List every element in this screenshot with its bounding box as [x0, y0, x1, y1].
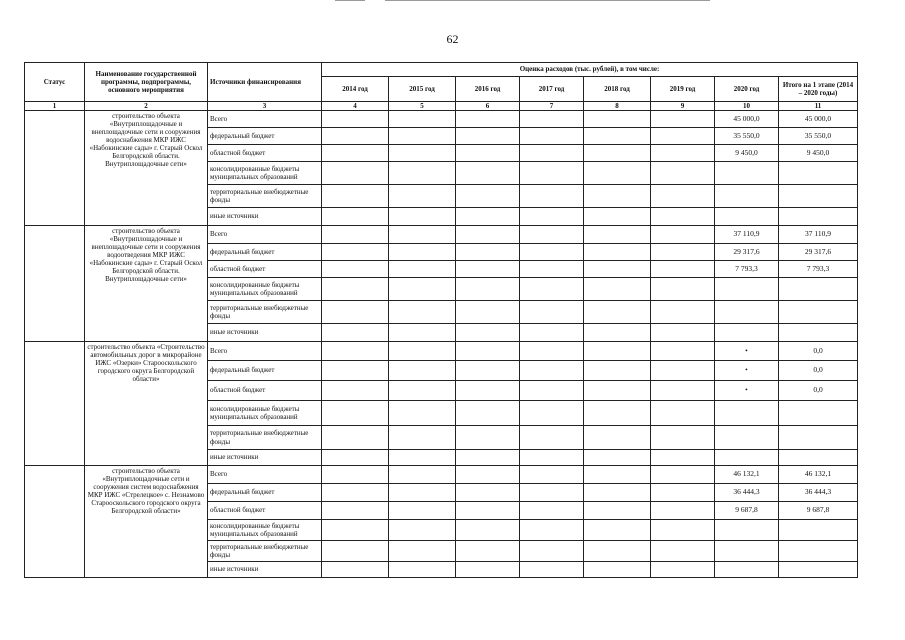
- year-value-cell: [456, 426, 520, 450]
- value-2020: 29 317,6: [715, 244, 779, 261]
- value-total: [779, 562, 858, 578]
- year-value-cell: [456, 450, 520, 466]
- year-value-cell: [322, 261, 389, 278]
- funding-source: иные источники: [208, 562, 322, 578]
- value-total: 7 793,3: [779, 261, 858, 278]
- year-value-cell: [520, 466, 584, 484]
- year-value-cell: [389, 401, 456, 426]
- year-value-cell: [322, 401, 389, 426]
- year-value-cell: [584, 111, 651, 128]
- header-source: Источники финансирования: [208, 63, 322, 102]
- year-value-cell: [322, 562, 389, 578]
- year-value-cell: [456, 208, 520, 226]
- year-value-cell: [389, 426, 456, 450]
- year-value-cell: [456, 244, 520, 261]
- header-year: 2019 год: [651, 77, 715, 102]
- column-number: 2: [85, 102, 208, 111]
- year-value-cell: [389, 208, 456, 226]
- funding-source: федеральный бюджет: [208, 244, 322, 261]
- year-value-cell: [456, 520, 520, 541]
- value-2020: [715, 162, 779, 185]
- column-number: 10: [715, 102, 779, 111]
- year-value-cell: [456, 301, 520, 324]
- value-total: [779, 450, 858, 466]
- year-value-cell: [584, 502, 651, 520]
- year-value-cell: [389, 261, 456, 278]
- measure-name: строительство объекта «Внутриплощадочные сети и сооружения систем водоснабжения МКР ИЖС «Стрелецкое» с. Незнамово Старооскольского городского округа Белгородской области»: [85, 466, 208, 578]
- value-2020: •: [715, 342, 779, 361]
- year-value-cell: [651, 502, 715, 520]
- year-value-cell: [322, 128, 389, 145]
- funding-source: территориальные внебюджетные фонды: [208, 301, 322, 324]
- year-value-cell: [389, 502, 456, 520]
- year-value-cell: [520, 145, 584, 162]
- year-value-cell: [651, 541, 715, 562]
- year-value-cell: [520, 278, 584, 301]
- year-value-cell: [651, 301, 715, 324]
- year-value-cell: [389, 484, 456, 502]
- column-number: 6: [456, 102, 520, 111]
- year-value-cell: [651, 128, 715, 145]
- value-total: [779, 541, 858, 562]
- year-value-cell: [651, 208, 715, 226]
- year-value-cell: [651, 185, 715, 208]
- value-total: [779, 208, 858, 226]
- column-number: 11: [779, 102, 858, 111]
- year-value-cell: [651, 226, 715, 244]
- year-value-cell: [520, 162, 584, 185]
- year-value-cell: [456, 128, 520, 145]
- value-total: 9 687,8: [779, 502, 858, 520]
- status-cell: [25, 466, 85, 578]
- year-value-cell: [520, 244, 584, 261]
- year-value-cell: [456, 185, 520, 208]
- year-value-cell: [389, 226, 456, 244]
- value-2020: 9 450,0: [715, 145, 779, 162]
- year-value-cell: [389, 128, 456, 145]
- year-value-cell: [456, 162, 520, 185]
- year-value-cell: [520, 301, 584, 324]
- year-value-cell: [322, 466, 389, 484]
- year-value-cell: [322, 520, 389, 541]
- table-row: [25, 226, 858, 244]
- year-value-cell: [456, 226, 520, 244]
- funding-source: федеральный бюджет: [208, 128, 322, 145]
- column-number: 1: [25, 102, 85, 111]
- year-value-cell: [520, 541, 584, 562]
- funding-source: федеральный бюджет: [208, 484, 322, 502]
- value-total: 46 132,1: [779, 466, 858, 484]
- year-value-cell: [322, 502, 389, 520]
- funding-source: Всего: [208, 111, 322, 128]
- funding-source: территориальные внебюджетные фонды: [208, 541, 322, 562]
- year-value-cell: [456, 278, 520, 301]
- year-value-cell: [584, 450, 651, 466]
- year-value-cell: [584, 226, 651, 244]
- year-value-cell: [456, 111, 520, 128]
- value-2020: 46 132,1: [715, 466, 779, 484]
- funding-source: иные источники: [208, 324, 322, 342]
- year-value-cell: [456, 562, 520, 578]
- year-value-cell: [389, 361, 456, 381]
- year-value-cell: [584, 401, 651, 426]
- value-2020: [715, 520, 779, 541]
- header-total: Итого на 1 этапе (2014 – 2020 годы): [779, 77, 858, 102]
- year-value-cell: [584, 541, 651, 562]
- funding-source: территориальные внебюджетные фонды: [208, 426, 322, 450]
- year-value-cell: [651, 361, 715, 381]
- year-value-cell: [456, 145, 520, 162]
- year-value-cell: [651, 450, 715, 466]
- year-value-cell: [322, 361, 389, 381]
- year-value-cell: [584, 520, 651, 541]
- year-value-cell: [651, 261, 715, 278]
- funding-source: территориальные внебюджетные фонды: [208, 185, 322, 208]
- year-value-cell: [322, 450, 389, 466]
- year-value-cell: [520, 208, 584, 226]
- year-value-cell: [389, 324, 456, 342]
- year-value-cell: [520, 261, 584, 278]
- year-value-cell: [322, 301, 389, 324]
- year-value-cell: [651, 381, 715, 401]
- year-value-cell: [651, 426, 715, 450]
- year-value-cell: [322, 381, 389, 401]
- year-value-cell: [322, 484, 389, 502]
- year-value-cell: [389, 145, 456, 162]
- value-total: 37 110,9: [779, 226, 858, 244]
- year-value-cell: [520, 342, 584, 361]
- year-value-cell: [389, 520, 456, 541]
- value-total: 9 450,0: [779, 145, 858, 162]
- column-number: 5: [389, 102, 456, 111]
- year-value-cell: [456, 466, 520, 484]
- year-value-cell: [584, 301, 651, 324]
- year-value-cell: [389, 562, 456, 578]
- year-value-cell: [584, 128, 651, 145]
- year-value-cell: [584, 426, 651, 450]
- year-value-cell: [389, 541, 456, 562]
- scan-line-right: [385, 0, 710, 1]
- status-cell: [25, 342, 85, 466]
- year-value-cell: [389, 111, 456, 128]
- funding-source: областной бюджет: [208, 381, 322, 401]
- header-year: 2018 год: [584, 77, 651, 102]
- column-number: 9: [651, 102, 715, 111]
- year-value-cell: [322, 541, 389, 562]
- year-value-cell: [389, 301, 456, 324]
- value-2020: [715, 278, 779, 301]
- year-value-cell: [584, 261, 651, 278]
- year-value-cell: [322, 208, 389, 226]
- year-value-cell: [322, 342, 389, 361]
- header-year: 2017 год: [520, 77, 584, 102]
- year-value-cell: [456, 502, 520, 520]
- funding-source: областной бюджет: [208, 261, 322, 278]
- table-row: [25, 466, 858, 484]
- year-value-cell: [584, 208, 651, 226]
- year-value-cell: [520, 111, 584, 128]
- year-value-cell: [520, 502, 584, 520]
- year-value-cell: [456, 324, 520, 342]
- value-2020: 37 110,9: [715, 226, 779, 244]
- year-value-cell: [651, 145, 715, 162]
- year-value-cell: [584, 145, 651, 162]
- year-value-cell: [389, 278, 456, 301]
- header-year: 2014 год: [322, 77, 389, 102]
- year-value-cell: [584, 244, 651, 261]
- header-status: Статус: [25, 63, 85, 102]
- year-value-cell: [651, 466, 715, 484]
- value-2020: •: [715, 381, 779, 401]
- value-total: [779, 520, 858, 541]
- year-value-cell: [520, 361, 584, 381]
- table-row: [25, 342, 858, 361]
- year-value-cell: [520, 484, 584, 502]
- year-value-cell: [322, 111, 389, 128]
- table-row: [25, 111, 858, 128]
- year-value-cell: [456, 541, 520, 562]
- year-value-cell: [520, 562, 584, 578]
- measure-name: строительство объекта «Внутриплощадочные и внеплощадочные сети и сооружения водоотведения МКР ИЖС «Набокинские сады» г. Старый Оскол Белгородской области. Внутриплощадочные сети»: [85, 226, 208, 342]
- year-value-cell: [322, 278, 389, 301]
- measure-name: строительство объекта «Внутриплощадочные и внеплощадочные сети и сооружения водоснабжения МКР ИЖС «Набокинские сады» г. Старый Оскол Белгородской области. Внутриплощадочные сети»: [85, 111, 208, 226]
- year-value-cell: [520, 450, 584, 466]
- year-value-cell: [456, 484, 520, 502]
- year-value-cell: [584, 162, 651, 185]
- year-value-cell: [456, 401, 520, 426]
- funding-source: консолидированные бюджеты муниципальных образований: [208, 401, 322, 426]
- year-value-cell: [651, 162, 715, 185]
- year-value-cell: [584, 562, 651, 578]
- year-value-cell: [584, 466, 651, 484]
- funding-source: областной бюджет: [208, 145, 322, 162]
- scan-line-left: [335, 0, 365, 1]
- year-value-cell: [584, 324, 651, 342]
- year-value-cell: [651, 278, 715, 301]
- value-2020: 7 793,3: [715, 261, 779, 278]
- value-total: 0,0: [779, 342, 858, 361]
- year-value-cell: [322, 324, 389, 342]
- year-value-cell: [651, 111, 715, 128]
- year-value-cell: [584, 278, 651, 301]
- value-total: 35 550,0: [779, 128, 858, 145]
- value-2020: 9 687,8: [715, 502, 779, 520]
- year-value-cell: [584, 381, 651, 401]
- column-number: 7: [520, 102, 584, 111]
- value-2020: [715, 541, 779, 562]
- column-number: 3: [208, 102, 322, 111]
- year-value-cell: [322, 226, 389, 244]
- year-value-cell: [651, 324, 715, 342]
- value-2020: •: [715, 361, 779, 381]
- year-value-cell: [520, 426, 584, 450]
- year-value-cell: [389, 381, 456, 401]
- value-2020: 35 550,0: [715, 128, 779, 145]
- value-total: 45 000,0: [779, 111, 858, 128]
- value-total: 0,0: [779, 361, 858, 381]
- value-2020: [715, 401, 779, 426]
- value-total: 29 317,6: [779, 244, 858, 261]
- value-total: [779, 162, 858, 185]
- funding-source: консолидированные бюджеты муниципальных образований: [208, 520, 322, 541]
- year-value-cell: [584, 185, 651, 208]
- year-value-cell: [389, 244, 456, 261]
- year-value-cell: [584, 361, 651, 381]
- year-value-cell: [651, 401, 715, 426]
- funding-source: иные источники: [208, 208, 322, 226]
- year-value-cell: [322, 426, 389, 450]
- value-total: 36 444,3: [779, 484, 858, 502]
- year-value-cell: [389, 162, 456, 185]
- year-value-cell: [322, 244, 389, 261]
- header-year: 2015 год: [389, 77, 456, 102]
- measure-name: строительство объекта «Строительство автомобильных дорог в микрорайоне ИЖС «Озерки» Старооскольского городского округа Белгородской области»: [85, 342, 208, 466]
- year-value-cell: [456, 261, 520, 278]
- value-2020: [715, 208, 779, 226]
- value-2020: [715, 301, 779, 324]
- value-total: [779, 301, 858, 324]
- header-estimate: Оценка расходов (тыс. рублей), в том числе:: [322, 63, 858, 77]
- value-total: [779, 185, 858, 208]
- year-value-cell: [322, 145, 389, 162]
- status-cell: [25, 111, 85, 226]
- year-value-cell: [520, 185, 584, 208]
- column-numbers-row: [25, 102, 858, 111]
- value-2020: 36 444,3: [715, 484, 779, 502]
- year-value-cell: [322, 185, 389, 208]
- value-2020: [715, 185, 779, 208]
- column-number: 4: [322, 102, 389, 111]
- year-value-cell: [456, 342, 520, 361]
- table-body: [25, 111, 858, 578]
- year-value-cell: [520, 381, 584, 401]
- year-value-cell: [389, 450, 456, 466]
- funding-source: иные источники: [208, 450, 322, 466]
- header-year: 2020 год: [715, 77, 779, 102]
- funding-source: Всего: [208, 226, 322, 244]
- value-total: [779, 278, 858, 301]
- funding-source: Всего: [208, 466, 322, 484]
- year-value-cell: [389, 466, 456, 484]
- year-value-cell: [322, 162, 389, 185]
- value-2020: [715, 450, 779, 466]
- funding-source: федеральный бюджет: [208, 361, 322, 381]
- value-total: 0,0: [779, 381, 858, 401]
- year-value-cell: [651, 342, 715, 361]
- year-value-cell: [651, 520, 715, 541]
- year-value-cell: [456, 361, 520, 381]
- year-value-cell: [584, 342, 651, 361]
- funding-source: консолидированные бюджеты муниципальных образований: [208, 278, 322, 301]
- year-value-cell: [520, 226, 584, 244]
- value-2020: [715, 324, 779, 342]
- year-value-cell: [389, 185, 456, 208]
- value-2020: [715, 426, 779, 450]
- year-value-cell: [389, 342, 456, 361]
- year-value-cell: [520, 128, 584, 145]
- funding-source: областной бюджет: [208, 502, 322, 520]
- status-cell: [25, 226, 85, 342]
- column-number: 8: [584, 102, 651, 111]
- year-value-cell: [520, 520, 584, 541]
- year-value-cell: [520, 401, 584, 426]
- year-value-cell: [651, 484, 715, 502]
- page-number: 62: [446, 32, 459, 46]
- year-value-cell: [651, 244, 715, 261]
- funding-source: Всего: [208, 342, 322, 361]
- year-value-cell: [456, 381, 520, 401]
- year-value-cell: [651, 562, 715, 578]
- value-2020: [715, 562, 779, 578]
- budget-table: [24, 62, 858, 578]
- year-value-cell: [520, 324, 584, 342]
- header-year: 2016 год: [456, 77, 520, 102]
- value-total: [779, 401, 858, 426]
- funding-source: консолидированные бюджеты муниципальных образований: [208, 162, 322, 185]
- value-total: [779, 324, 858, 342]
- value-2020: 45 000,0: [715, 111, 779, 128]
- year-value-cell: [584, 484, 651, 502]
- value-total: [779, 426, 858, 450]
- header-name: Наименование государственной программы, подпрограммы, основного мероприятия: [85, 63, 208, 102]
